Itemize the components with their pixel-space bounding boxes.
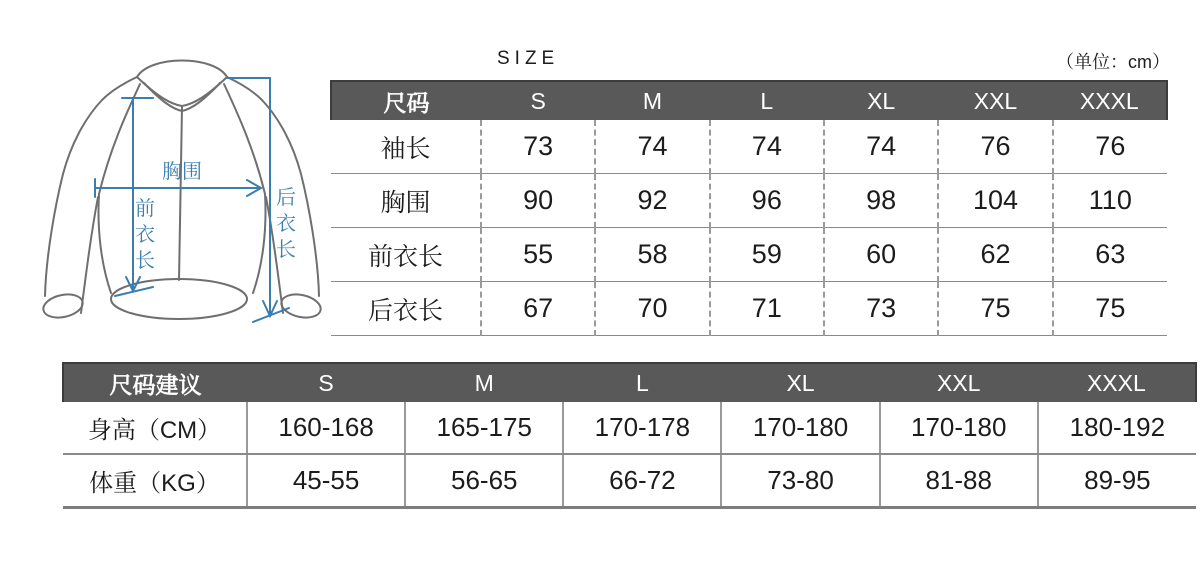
table-cell: 63 — [1053, 228, 1167, 282]
table-cell: 170-180 — [880, 402, 1038, 454]
table-cell: 60 — [824, 228, 938, 282]
table-cell: 62 — [938, 228, 1052, 282]
table-cell: 90 — [481, 174, 595, 228]
table-cell: 76 — [938, 120, 1052, 174]
left-cuff — [41, 291, 85, 321]
table-cell: 81-88 — [880, 454, 1038, 508]
table-row-back-length — [331, 282, 1167, 336]
table-cell: 74 — [824, 120, 938, 174]
dimension-lines — [95, 78, 289, 322]
table-row-chest — [331, 174, 1167, 228]
unit-label: （单位：cm） — [1056, 52, 1170, 72]
table-cell: 180-192 — [1038, 402, 1196, 454]
header-cell-m: M — [405, 363, 563, 402]
collar-inner-path — [137, 77, 227, 106]
table-cell: 73-80 — [721, 454, 879, 508]
table-cell: 165-175 — [405, 402, 563, 454]
table-cell: 45-55 — [247, 454, 405, 508]
right-raglan-seam — [224, 84, 265, 194]
table-cell: 55 — [481, 228, 595, 282]
header-cell-xxl: XXL — [880, 363, 1038, 402]
row-label: 前衣长 — [331, 228, 481, 282]
size-suggestion-table — [62, 362, 1197, 509]
row-label: 胸围 — [331, 174, 481, 228]
center-zipper-line — [179, 107, 182, 280]
table-cell: 170-180 — [721, 402, 879, 454]
front-length-dimension-label: 前衣长 — [135, 198, 155, 272]
left-sleeve-inner-path — [81, 197, 98, 313]
header-cell-xl: XL — [721, 363, 879, 402]
table-cell: 98 — [824, 174, 938, 228]
header-cell-l: L — [710, 81, 824, 120]
hem-ellipse — [111, 279, 247, 319]
table-cell: 56-65 — [405, 454, 563, 508]
table-cell: 92 — [595, 174, 709, 228]
table-cell: 75 — [938, 282, 1052, 336]
row-label: 身高（CM） — [63, 402, 247, 454]
right-cuff — [279, 291, 323, 321]
right-body-side — [253, 194, 266, 293]
table-cell: 75 — [1053, 282, 1167, 336]
table-cell: 67 — [481, 282, 595, 336]
table-cell: 110 — [1053, 174, 1167, 228]
chest-dimension-label: 胸围 — [162, 161, 202, 183]
table-cell: 74 — [710, 120, 824, 174]
table-cell: 73 — [824, 282, 938, 336]
left-sleeve-outer-path — [45, 77, 137, 296]
table-row-weight — [63, 454, 1196, 508]
header-cell-m: M — [595, 81, 709, 120]
header-cell-suggestion: 尺码建议 — [63, 363, 247, 402]
table-cell: 66-72 — [563, 454, 721, 508]
size-table-header-row — [331, 81, 1167, 120]
size-measurements-table — [330, 80, 1168, 336]
header-cell-xxxl: XXXL — [1053, 81, 1167, 120]
table-cell: 58 — [595, 228, 709, 282]
header-cell-l: L — [563, 363, 721, 402]
suggestion-table-header-row — [63, 363, 1196, 402]
header-cell-size: 尺码 — [331, 81, 481, 120]
table-row-height — [63, 402, 1196, 454]
collar-outer-path — [137, 61, 227, 78]
size-chart-title: SIZE — [497, 48, 560, 69]
table-cell: 170-178 — [563, 402, 721, 454]
table-cell: 89-95 — [1038, 454, 1196, 508]
row-label: 体重（KG） — [63, 454, 247, 508]
table-row-front-length — [331, 228, 1167, 282]
table-row-sleeve-length — [331, 120, 1167, 174]
table-cell: 74 — [595, 120, 709, 174]
table-cell: 73 — [481, 120, 595, 174]
row-label: 袖长 — [331, 120, 481, 174]
table-cell: 59 — [710, 228, 824, 282]
table-cell: 160-168 — [247, 402, 405, 454]
header-cell-s: S — [247, 363, 405, 402]
header-cell-xl: XL — [824, 81, 938, 120]
back-length-dimension-label: 后衣长 — [276, 187, 296, 261]
left-body-side — [99, 194, 112, 293]
row-label: 后衣长 — [331, 282, 481, 336]
table-cell: 96 — [710, 174, 824, 228]
header-cell-xxl: XXL — [938, 81, 1052, 120]
table-cell: 70 — [595, 282, 709, 336]
table-cell: 76 — [1053, 120, 1167, 174]
right-sleeve-outer-path — [227, 77, 319, 296]
header-cell-s: S — [481, 81, 595, 120]
header-cell-xxxl: XXXL — [1038, 363, 1196, 402]
table-cell: 104 — [938, 174, 1052, 228]
table-cell: 71 — [710, 282, 824, 336]
